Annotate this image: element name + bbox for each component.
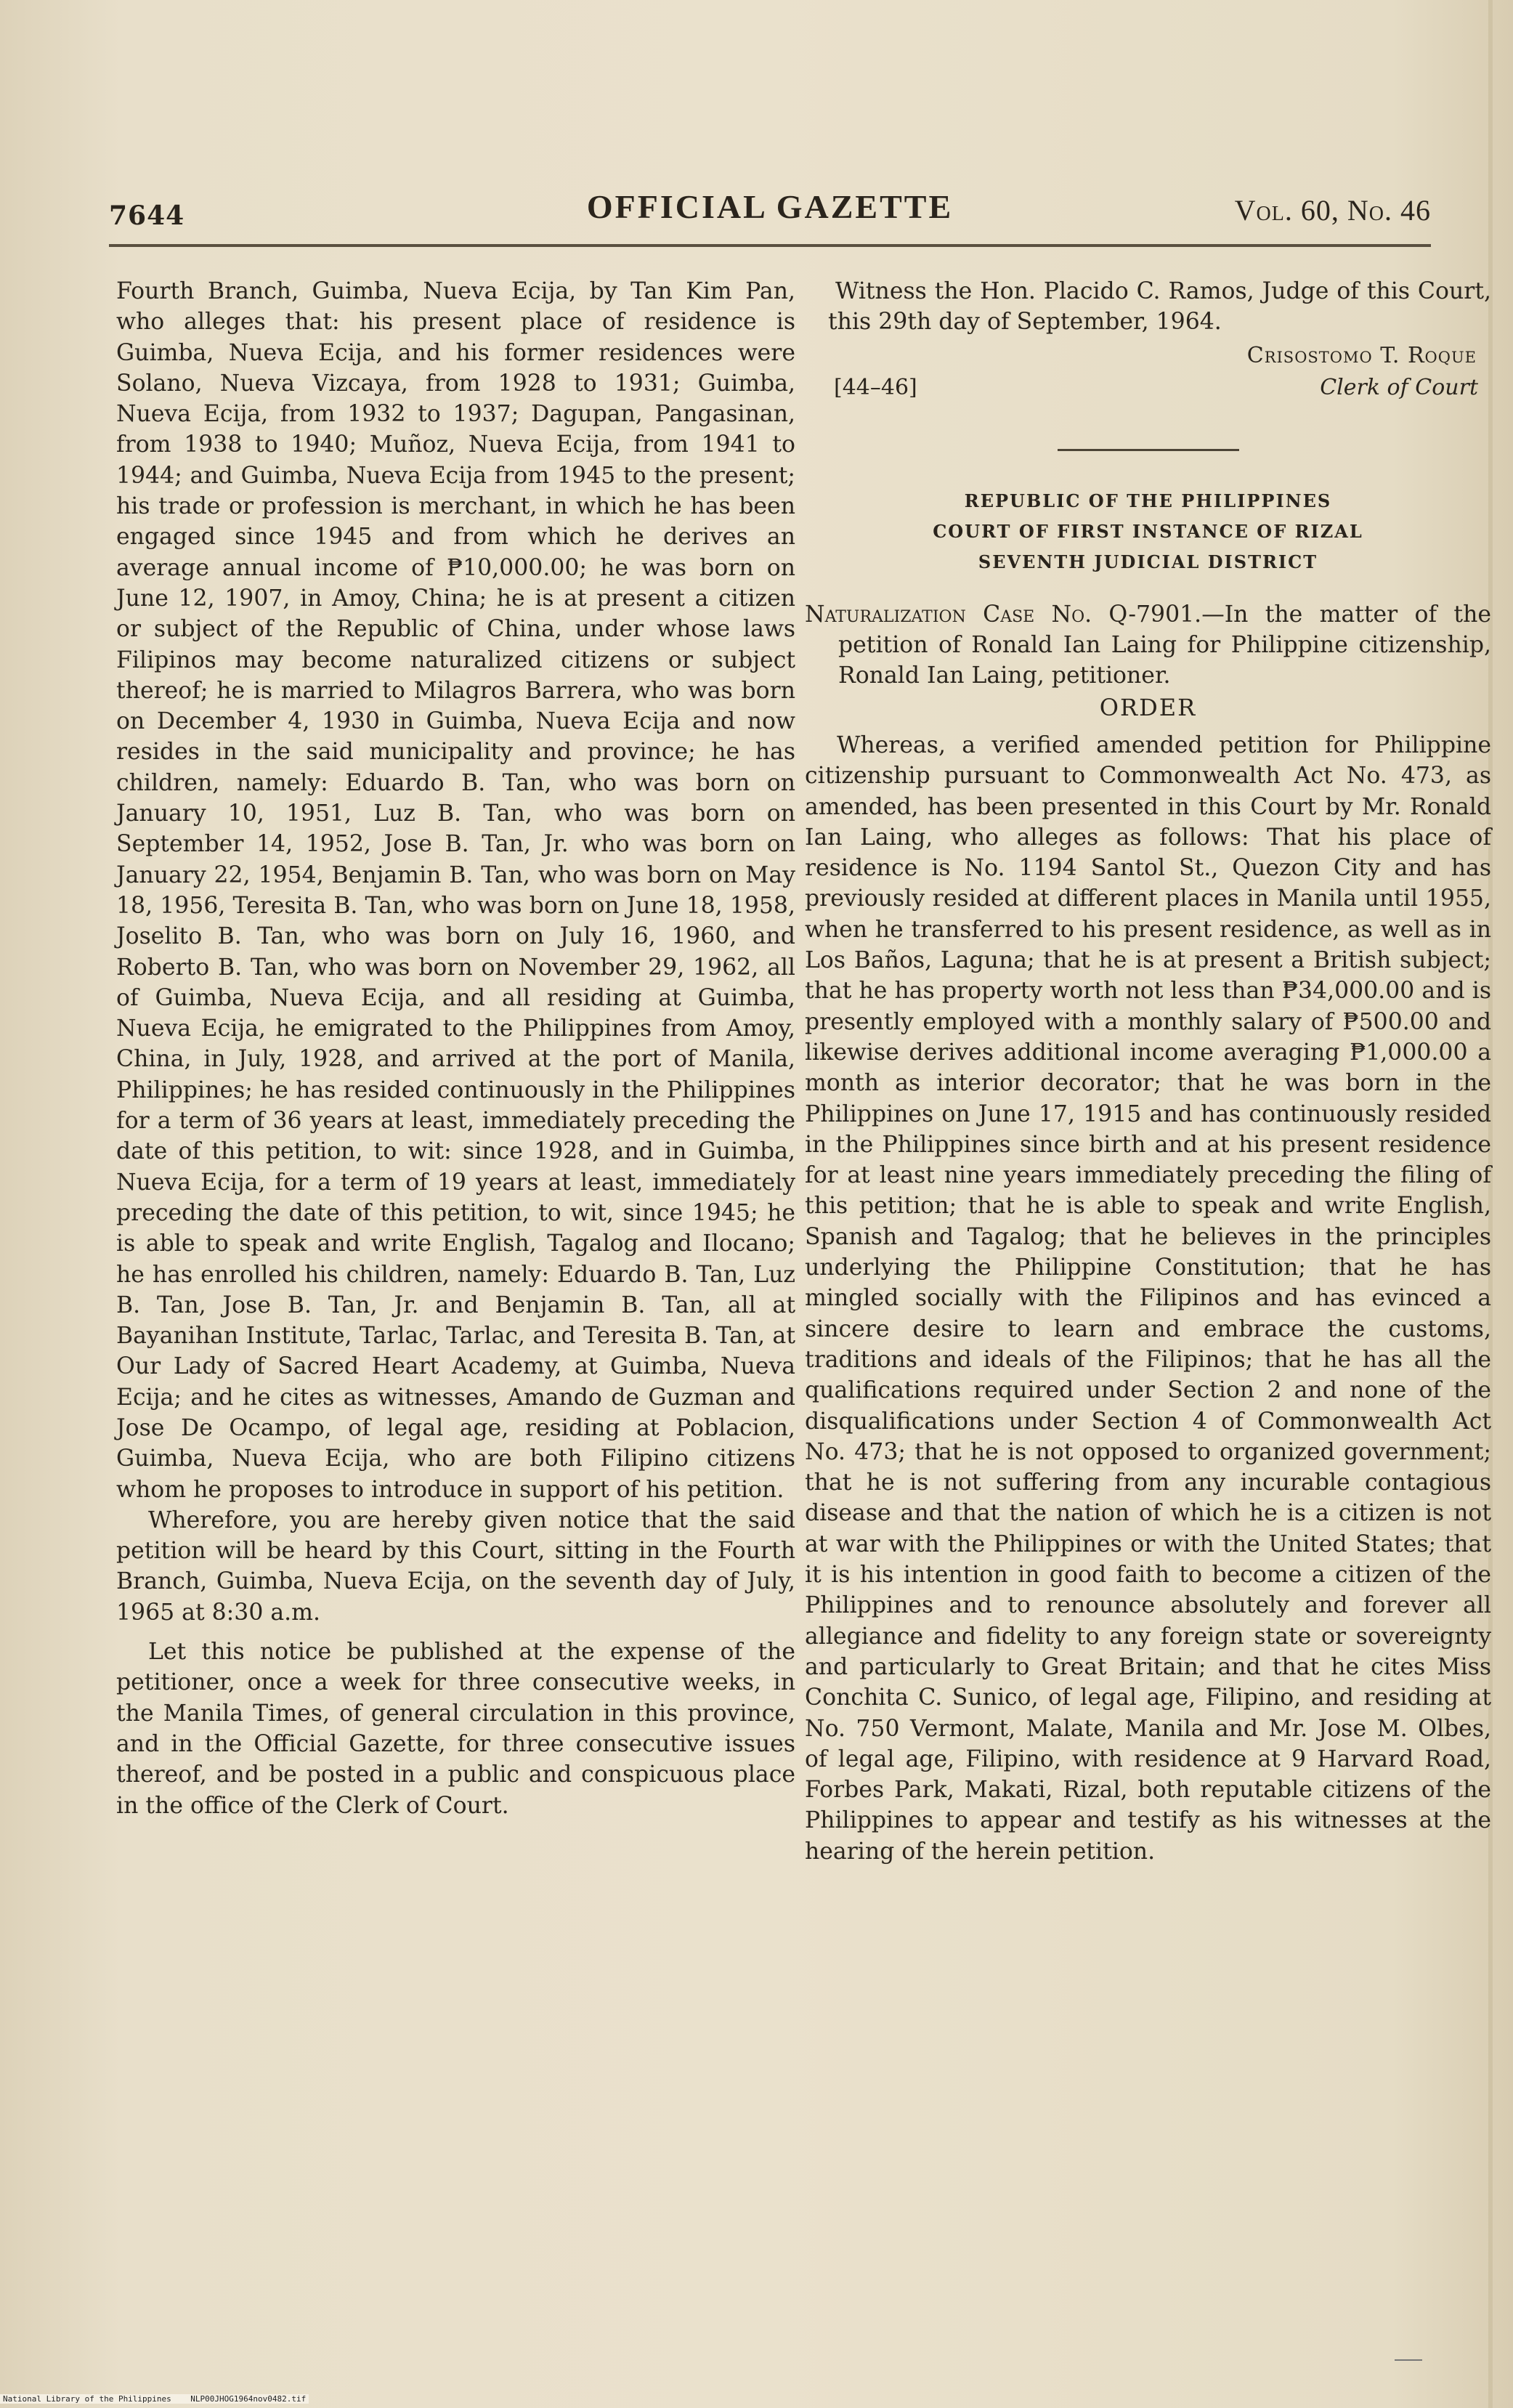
file-label: NLP00JHOG1964nov0482.tif [190,2394,307,2404]
volume-issue: Vol. 60, No. 46 [1234,194,1431,227]
witness-paragraph: Witness the Hon. Placido C. Ramos, Judge of this Court, this 29th day of September, 1964. [828,278,1491,335]
signature-block [805,343,1491,413]
page-header [109,187,1431,238]
order-heading: ORDER [1099,694,1197,721]
publication-paragraph: Let this notice be published at the expense of the petitioner, once a week for three consecutive weeks, in the Manila Times, of general circulation in this province, and in the Official Gazette, for three consecutive issues thereof, and be posted in a public and conspicuous place in the office of the Clerk of Court. [116,1639,795,1819]
court-heading [805,486,1491,577]
court-heading-line: REPUBLIC OF THE PHILIPPINES [964,490,1332,511]
petition-body-paragraph: Fourth Branch, Guimba, Nueva Ecija, by Tan Kim Pan, who alleges that: his present place of residence is Guimba, Nueva Ecija, and his former residences were Solano, Nueva Vizcaya, from 1928 to 1931; Guimba, Nueva Ecija, from 1932 to 1937; Dagupan, Pangasinan, from 1938 to 1940; Muñoz, Nueva Ecija, from 1941 to 1944; and Guimba, Nueva Ecija from 1945 to the present; his trade or profession is merchant, in which he has been engaged since 1945 and from which he derives an average annual income of ₱10,000.00; he was born on June 12, 1907, in Amoy, China; he is at present a citizen or subject of the Republic of China, under whose laws Filipinos may become naturalized citizens or subject thereof; he is married to Milagros Barrera, who was born on December 4, 1930 in Guimba, Nueva Ecija and now resides in the said municipality and province; he has children, namely: Eduardo B. Tan, who was born on January 10, 1951, Luz B. Tan, who was born on September 14, 1952, Jose B. Tan, Jr. who was born on January 22, 1954, Benjamin B. Tan, who was born on May 18, 1956, Teresita B. Tan, who was born on June 18, 1958, Joselito B. Tan, who was born on July 16, 1960, and Roberto B. Tan, who was born on November 29, 1962, all of Guimba, Nueva Ecija, and all residing at Guimba, Nueva Ecija, he emigrated to the Philippines from Amoy, China, in July, 1928, and arrived at the port of Manila, Philippines; he has resided continuously in the Philippines for a term of 36 years at least, immediately preceding the date of this petition, to wit: since 1928, and in Guimba, Nueva Ecija, for a term of 19 years at least, immediately preceding the date of this petition, to wit, since 1945; he is able to speak and write English, Tagalog and Ilocano; he has enrolled his children, namely: Eduardo B. Tan, Luz B. Tan, Jose B. Tan, Jr. and Benjamin B. Tan, all at Bayanihan Institute, Tarlac, Tarlac, and Teresita B. Tan, at Our Lady of Sacred Heart Academy, at Guimba, Nueva Ecija; and he cites as witnesses, Amando de Guzman and Jose De Ocampo, of legal age, residing at Poblacion, Guimba, Nueva Ecija, who are both Filipino citizens whom he proposes to introduce in support of his petition. [116,278,795,1503]
right-column [805,276,1491,1867]
closing-mark [1395,2359,1422,2361]
issue-reference: [44–46] [834,375,917,400]
page-number: 7644 [109,200,185,231]
scan-footer [0,2394,309,2404]
court-heading-line: SEVENTH JUDICIAL DISTRICT [978,551,1318,572]
section-divider [1058,449,1239,451]
archive-label: National Library of the Philippines [3,2394,171,2404]
case-caption-text: —In the matter of the petition of Ronald Ian Laing for Philippine citizenship, Ronald Ian Laing, petitioner. [838,601,1492,689]
order-body-paragraph: Whereas, a verified amended petition for Philippine citizenship pursuant to Commonwealth Act No. 473, as amended, has been presented in this Court by Mr. Ronald Ian Laing, who alleges as follows: That his place of residence is No. 1194 Santol St., Quezon City and has previously resided at different places in Manila until 1955, when he transferred to his present residence, as well as in Los Baños, Laguna; that he is at present a British subject; that he has property worth not less than ₱34,000.00 and is presently employed with a monthly salary of ₱500.00 and likewise derives additional income averaging ₱1,000.00 a month as interior decorator; that he was born in the Philippines on June 17, 1915 and has continuously resided in the Philippines since birth and at his present residence for at least nine years immediately preceding the filing of this petition; that he is able to speak and write English, Spanish and Tagalog; that he believes in the principles underlying the Philippine Constitution; that he has mingled socially with the Filipinos and has evinced a sincere desire to learn and embrace the customs, traditions and ideals of the Filipinos; that he has all the qualifications required under Section 2 and none of the disqualifications under Section 4 of Commonwealth Act No. 473; that he is not opposed to organized government; that he is not suffering from any incurable contagious disease and that the nation of which he is a citizen is not at war with the Philippines or with the United States; that it is his intention in good faith to become a citizen of the Philippines and to renounce absolutely and forever all allegiance and fidelity to any foreign state or sovereignty and particularly to Great Britain; and that he cites Miss Conchita C. Sunico, of legal age, Filipino, and residing at No. 750 Vermont, Malate, Manila and Mr. Jose M. Olbes, of legal age, Filipino, with residence at 9 Harvard Road, Forbes Park, Makati, Rizal, both reputable citizens of the Philippines to appear and testify as his witnesses at the hearing of the herein petition. [805,732,1491,1865]
gazette-title: OFFICIAL GAZETTE [586,188,954,225]
left-column [116,276,795,1821]
header-rule [109,244,1431,247]
case-number: Naturalization Case No. Q-7901. [805,601,1202,628]
hearing-notice-paragraph: Wherefore, you are hereby given notice that the said petition will be heard by this Court, sitting in the Fourth Branch, Guimba, Nueva Ecija, on the seventh day of July, 1965 at 8:30 a.m. [116,1507,795,1626]
court-heading-line: COURT OF FIRST INSTANCE OF RIZAL [933,521,1363,542]
signatory-name: Crisostomo T. Roque [1246,343,1477,368]
signatory-title: Clerk of Court [1320,375,1478,400]
case-caption [805,599,1491,691]
